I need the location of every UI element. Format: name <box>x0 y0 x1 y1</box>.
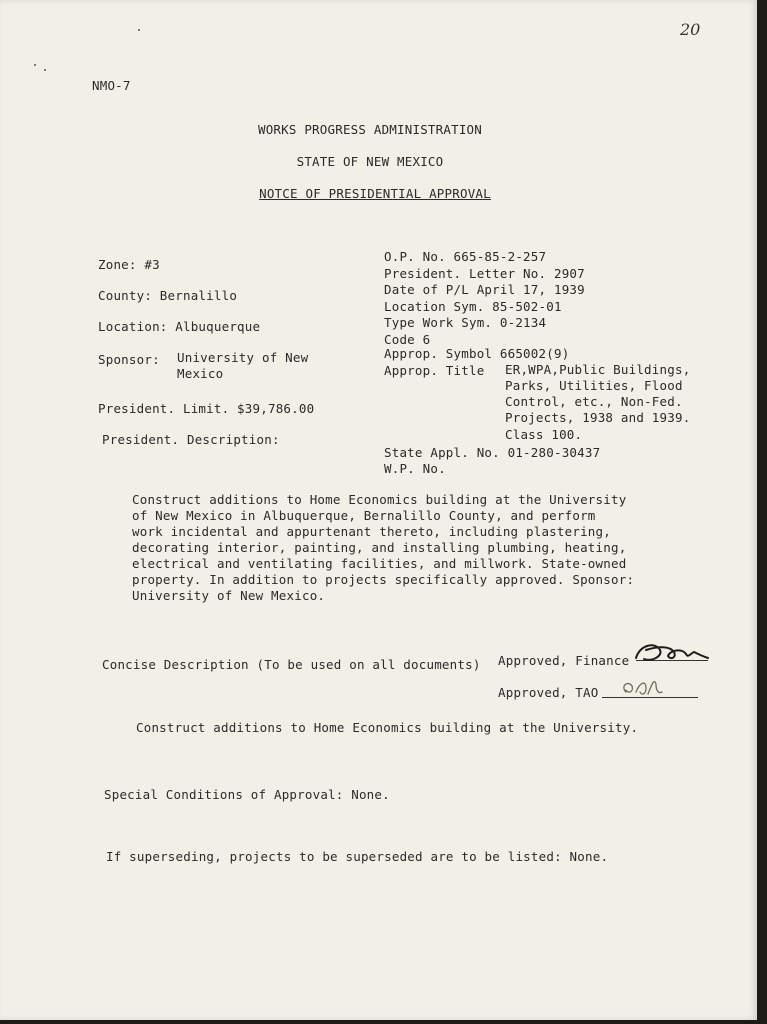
date-of-pl: Date of P/L April 17, 1939 <box>384 282 585 297</box>
op-number: O.P. No. 665-85-2-257 <box>384 249 547 264</box>
sponsor-line-1: University of New <box>177 350 309 365</box>
appropriation-title-line: ER,WPA,Public Buildings, <box>505 362 691 377</box>
wp-number: W.P. No. <box>384 461 446 476</box>
sponsor-label: Sponsor: <box>98 352 160 367</box>
appropriation-title-line: Parks, Utilities, Flood <box>505 378 683 393</box>
county-field: County: Bernalillo <box>98 288 238 303</box>
appropriation-title-line: Class 100. <box>505 427 583 442</box>
header-state: STATE OF NEW MEXICO <box>296 154 444 169</box>
president-letter-number: President. Letter No. 2907 <box>384 266 585 281</box>
approved-tao-label: Approved, TAO <box>498 685 599 700</box>
location-symbol: Location Sym. 85-502-01 <box>384 299 562 314</box>
finance-initials-signature <box>630 638 712 668</box>
superseding-projects: If superseding, projects to be superseded are to be listed: None. <box>106 849 609 864</box>
president-limit: President. Limit. $39,786.00 <box>98 401 315 416</box>
page-number: 20 <box>680 20 701 39</box>
special-conditions: Special Conditions of Approval: None. <box>104 787 390 802</box>
sponsor-line-2: Mexico <box>177 366 224 381</box>
description-line: Construct additions to Home Economics building at the University <box>132 492 627 507</box>
header-title: NOTCE OF PRESIDENTIAL APPROVAL <box>259 186 491 201</box>
concise-description-text: Construct additions to Home Economics building at the University. <box>136 720 639 735</box>
description-line: decorating interior, painting, and installing plumbing, heating, <box>132 540 627 555</box>
appropriation-title-line: Control, etc., Non-Fed. <box>505 394 683 409</box>
description-line: work incidental and appurtenant thereto, including plastering, <box>132 524 611 539</box>
approved-finance-label: Approved, Finance <box>498 653 630 668</box>
tao-initials-signature <box>616 676 666 700</box>
header-agency: WORKS PROGRESS ADMINISTRATION <box>257 122 483 137</box>
description-line: University of New Mexico. <box>132 588 326 603</box>
appropriation-title-line: Projects, 1938 and 1939. <box>505 410 691 425</box>
speck <box>44 69 46 71</box>
president-description-label: President. Description: <box>102 432 280 447</box>
appropriation-title-label: Approp. Title <box>384 363 485 378</box>
code-field: Code 6 <box>384 332 431 347</box>
zone-field: Zone: #3 <box>98 257 160 272</box>
speck <box>138 29 140 31</box>
description-line: of New Mexico in Albuquerque, Bernalillo County, and perform <box>132 508 596 523</box>
appropriation-symbol: Approp. Symbol 665002(9) <box>384 346 570 361</box>
type-work-symbol: Type Work Sym. 0-2134 <box>384 315 547 330</box>
form-id: NMO-7 <box>92 78 131 93</box>
description-line: property. In addition to projects specifically approved. Sponsor: <box>132 572 635 587</box>
location-field: Location: Albuquerque <box>98 319 261 334</box>
description-line: electrical and ventilating facilities, and millwork. State-owned <box>132 556 627 571</box>
project-description <box>132 492 634 604</box>
concise-description-label: Concise Description (To be used on all documents) <box>102 657 481 672</box>
state-application-number: State Appl. No. 01-280-30437 <box>384 445 601 460</box>
speck <box>34 64 36 66</box>
